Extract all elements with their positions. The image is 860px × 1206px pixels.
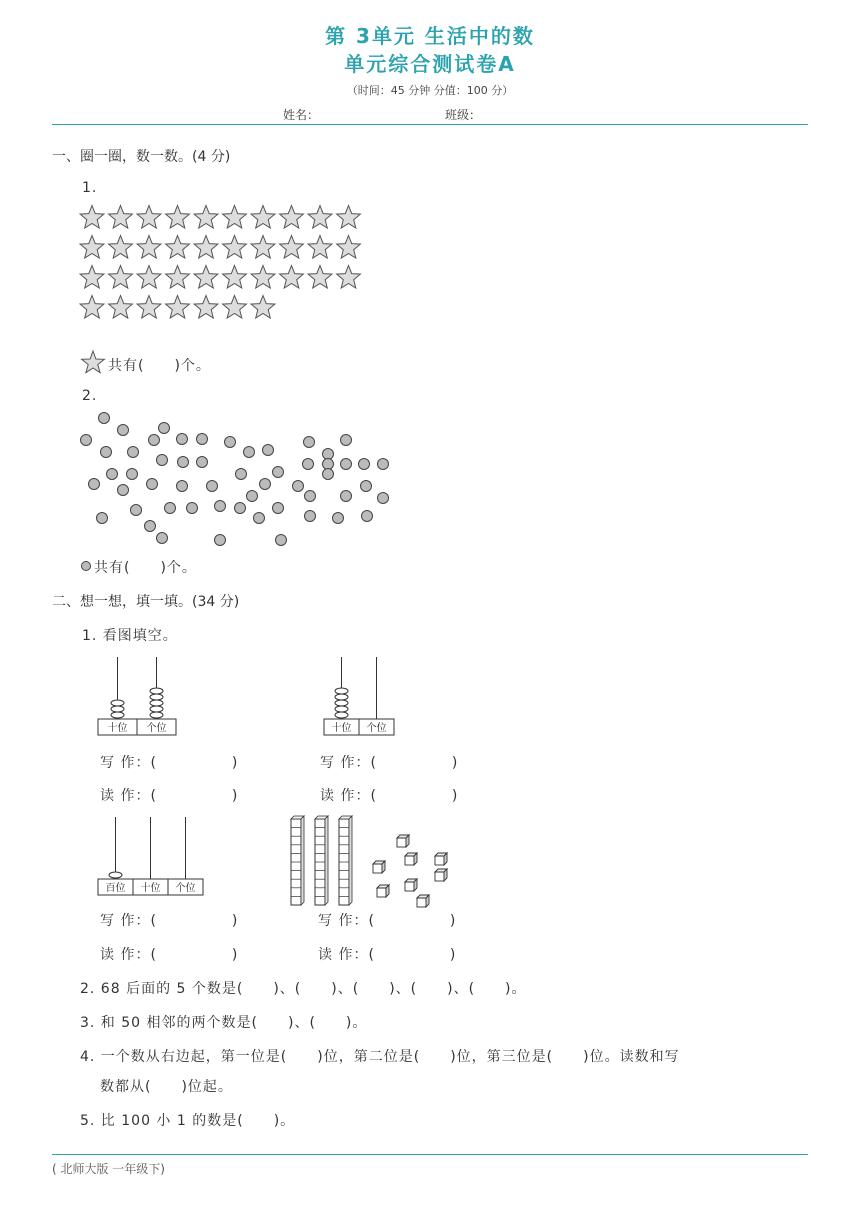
dot [303, 459, 314, 470]
section2-heading: 二、想一想，填一填。(34 分) [52, 594, 240, 610]
blocks-read: 读 作：( ) [318, 947, 457, 963]
dot [359, 459, 370, 470]
dot [235, 503, 246, 514]
abacus-c [96, 815, 206, 900]
dot [215, 501, 226, 512]
star [166, 266, 190, 289]
dot [81, 435, 92, 446]
abacus-a-read: 读 作：( ) [100, 788, 239, 804]
dot [260, 479, 271, 490]
star [109, 236, 133, 259]
s1-q1-answer: 共有( )个。 [108, 358, 211, 374]
footer-text: ( 北师大版 一年级下) [52, 1162, 165, 1176]
class-label: 班级： [445, 108, 482, 122]
dot [127, 469, 138, 480]
star [280, 236, 304, 259]
dot [177, 434, 188, 445]
dot [197, 434, 208, 445]
star [80, 236, 104, 259]
abacus-b-read: 读 作：( ) [320, 788, 459, 804]
s2-q4-line2: 数都从( )位起。 [100, 1079, 233, 1095]
unit-title: 第 3单元 生活中的数 [325, 24, 535, 48]
dot [145, 521, 156, 532]
dot [323, 449, 334, 460]
star [166, 296, 190, 319]
base-ten-blocks [285, 815, 455, 910]
dot [177, 481, 188, 492]
test-title: 单元综合测试卷A [344, 52, 516, 76]
s2-q3: 3. 和 50 相邻的两个数是( )、( )。 [80, 1015, 368, 1031]
unit-cube [373, 861, 385, 873]
star [251, 206, 275, 229]
dot [187, 503, 198, 514]
abacus-a-write: 写 作：( ) [100, 755, 239, 771]
dot [131, 505, 142, 516]
star-grid [78, 204, 368, 324]
dot [247, 491, 258, 502]
unit-cube [435, 869, 447, 881]
dot [207, 481, 218, 492]
dot [147, 479, 158, 490]
star [223, 206, 247, 229]
abacus-place-label: 十位 [140, 883, 161, 894]
star [109, 206, 133, 229]
dot [305, 511, 316, 522]
abacus-place-label: 个位 [146, 723, 167, 734]
star-icon [80, 350, 106, 376]
star [80, 266, 104, 289]
dot [118, 485, 129, 496]
dot [89, 479, 100, 490]
s1-q1-number: 1. [82, 180, 98, 196]
star [251, 296, 275, 319]
dot [263, 445, 274, 456]
abacus-place-label: 个位 [366, 723, 387, 734]
star [280, 206, 304, 229]
abacus-place-label: 个位 [175, 883, 196, 894]
dot [149, 435, 160, 446]
star [166, 236, 190, 259]
dot [128, 447, 139, 458]
blocks-write: 写 作：( ) [318, 913, 457, 929]
abacus-b [322, 655, 402, 740]
dot [323, 459, 334, 470]
unit-cube [405, 879, 417, 891]
abacus-place-label: 百位 [105, 883, 126, 894]
abacus-place-label: 十位 [331, 723, 352, 734]
dot [157, 533, 168, 544]
abacus-c-read: 读 作：( ) [100, 947, 239, 963]
star [80, 206, 104, 229]
unit-cube [417, 895, 429, 907]
dot [333, 513, 344, 524]
dot [378, 459, 389, 470]
name-label: 姓名： [283, 108, 320, 122]
header-divider [52, 124, 808, 125]
dot [273, 503, 284, 514]
abacus-place-label: 十位 [107, 723, 128, 734]
dot [341, 491, 352, 502]
dot [273, 467, 284, 478]
dot-cluster [78, 408, 398, 553]
dot [165, 503, 176, 514]
s2-q4-line1: 4. 一个数从右边起，第一位是( )位，第二位是( )位，第三位是( )位。读数和写 [80, 1049, 680, 1065]
dot [323, 469, 334, 480]
dot [293, 481, 304, 492]
time-score-line: （时间：45 分钟 分值：100 分） [346, 84, 514, 97]
star [166, 206, 190, 229]
star [337, 236, 361, 259]
dot [362, 511, 373, 522]
star [223, 296, 247, 319]
unit-cube [397, 835, 409, 847]
star [80, 296, 104, 319]
dot [97, 513, 108, 524]
dot [341, 459, 352, 470]
star [194, 206, 218, 229]
star [137, 296, 161, 319]
star [337, 206, 361, 229]
dot [99, 413, 110, 424]
dot [178, 457, 189, 468]
dot [305, 491, 316, 502]
s2-q5: 5. 比 100 小 1 的数是( )。 [80, 1113, 296, 1129]
section1-heading: 一、圈一圈，数一数。(4 分) [52, 149, 231, 165]
dot [107, 469, 118, 480]
dot [157, 455, 168, 466]
s1-q2-answer: 共有( )个。 [94, 560, 197, 576]
star [308, 206, 332, 229]
star [251, 236, 275, 259]
star [280, 266, 304, 289]
dot [254, 513, 265, 524]
abacus-c-write: 写 作：( ) [100, 913, 239, 929]
dot [276, 535, 287, 546]
unit-cube [377, 885, 389, 897]
star [137, 266, 161, 289]
dot [159, 423, 170, 434]
abacus-a [96, 655, 186, 740]
star [194, 266, 218, 289]
s2-q2: 2. 68 后面的 5 个数是( )、( )、( )、( )、( )。 [80, 981, 527, 997]
star [223, 266, 247, 289]
dot [197, 457, 208, 468]
s2-q1-label: 1. 看图填空。 [82, 628, 178, 644]
unit-cube [435, 853, 447, 865]
dot-icon [80, 560, 92, 572]
unit-cube [405, 853, 417, 865]
dot [304, 437, 315, 448]
s1-q2-number: 2. [82, 388, 98, 404]
dot [361, 481, 372, 492]
star [137, 236, 161, 259]
star [194, 236, 218, 259]
star [337, 266, 361, 289]
star [308, 236, 332, 259]
dot [101, 447, 112, 458]
star [251, 266, 275, 289]
dot [118, 425, 129, 436]
dot [378, 493, 389, 504]
star [109, 296, 133, 319]
dot [215, 535, 226, 546]
dot [236, 469, 247, 480]
dot [341, 435, 352, 446]
footer-divider [52, 1154, 808, 1155]
star [223, 236, 247, 259]
star [308, 266, 332, 289]
star [137, 206, 161, 229]
dot [244, 447, 255, 458]
dot [225, 437, 236, 448]
abacus-b-write: 写 作：( ) [320, 755, 459, 771]
star [194, 296, 218, 319]
star [109, 266, 133, 289]
